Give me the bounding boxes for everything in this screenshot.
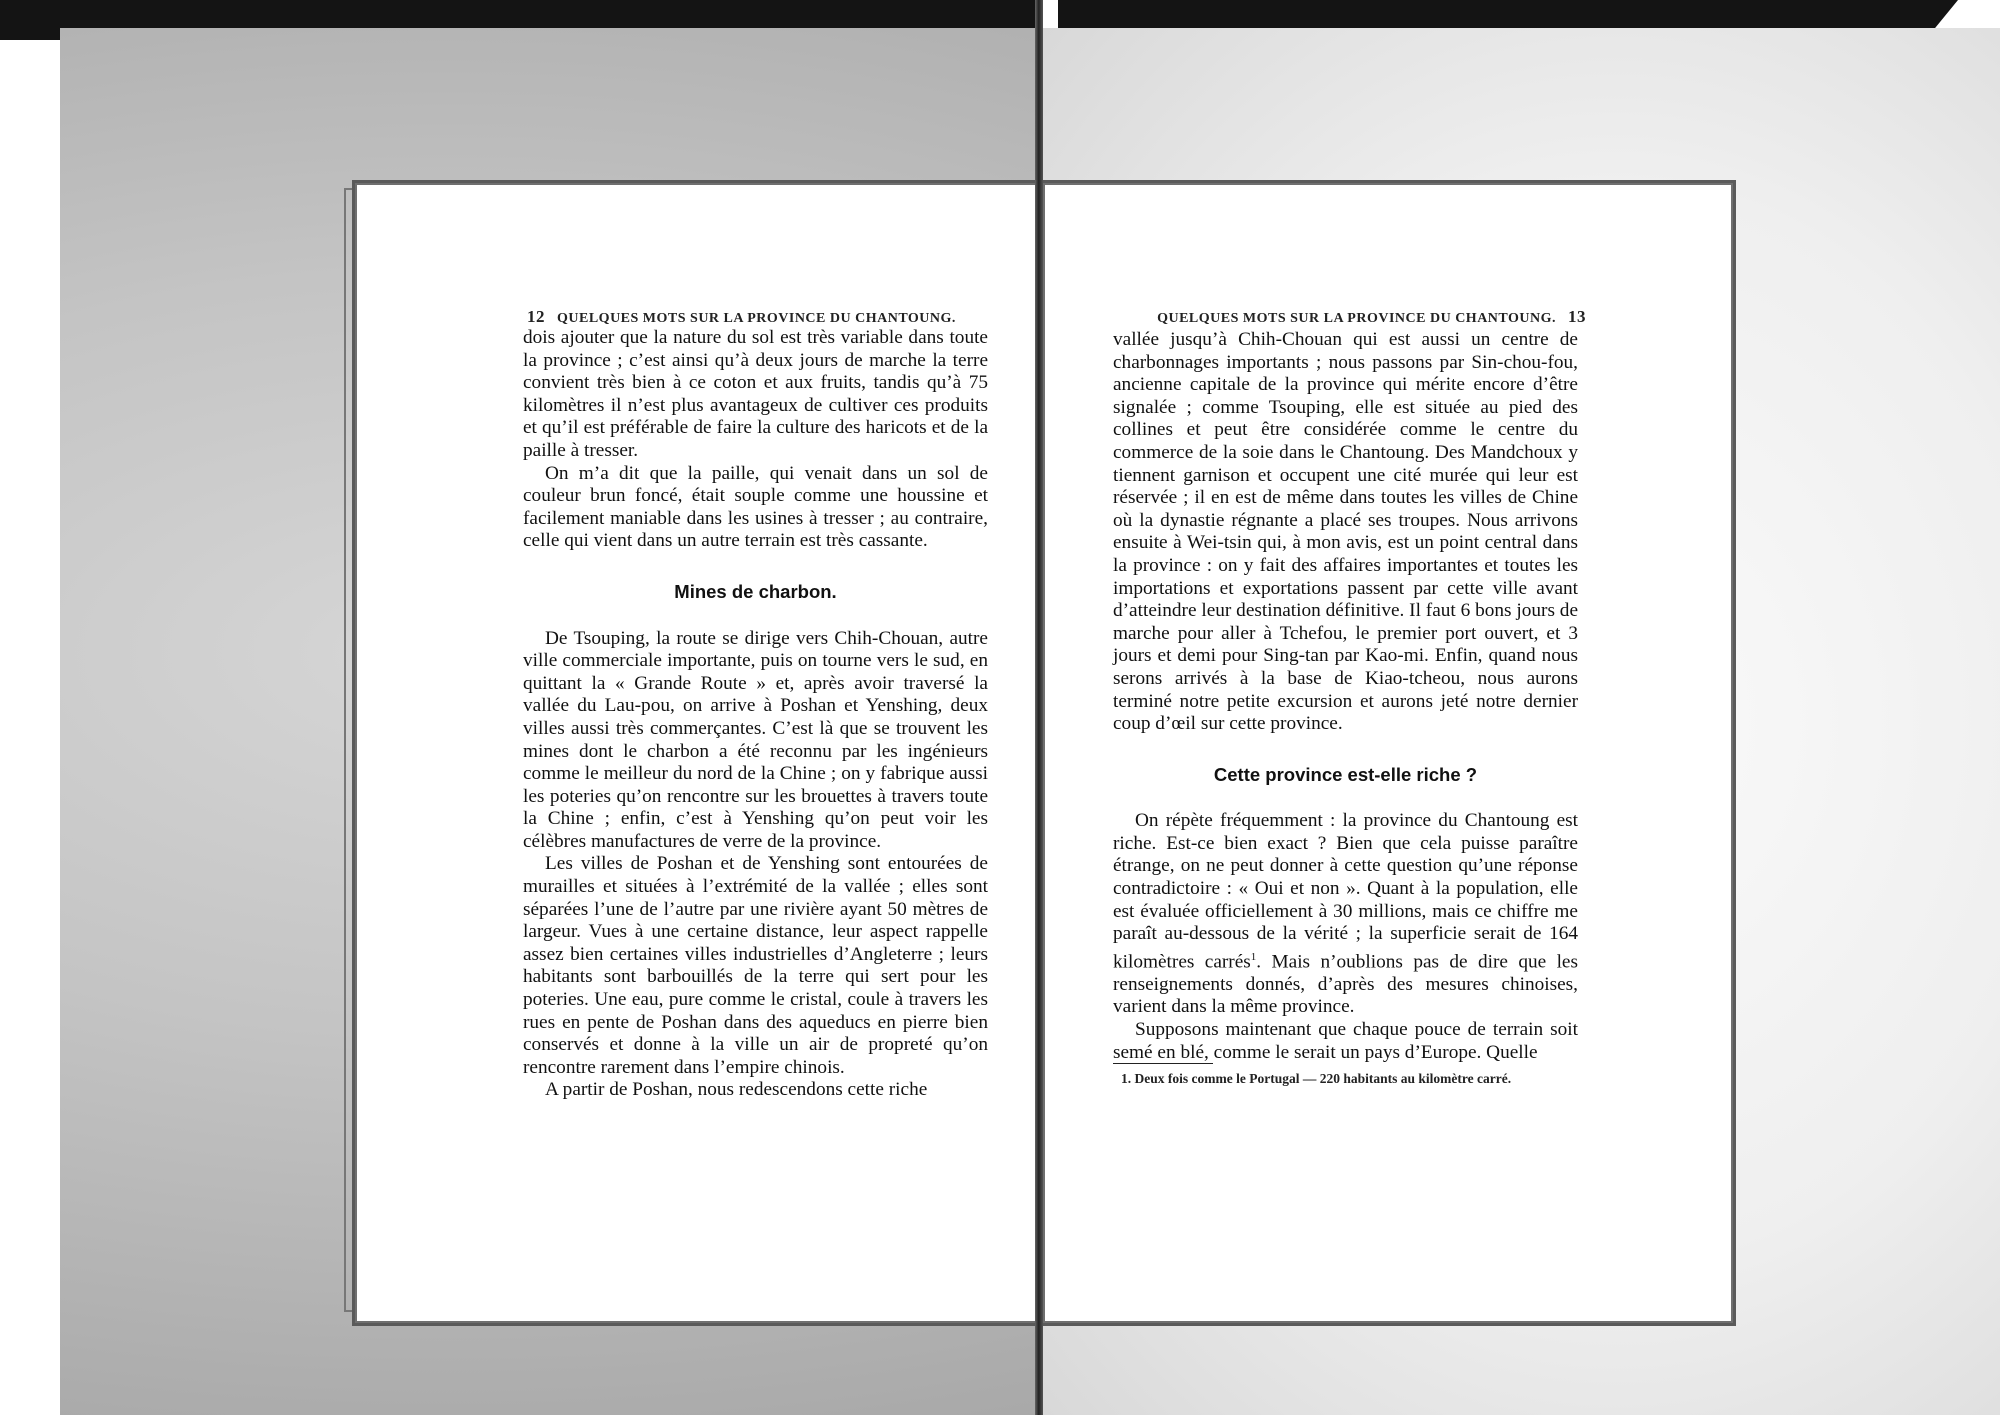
paragraph: vallée jusqu’à Chih-Chouan qui est aussi un centre de charbonnages importants ; nous passons par Sin-chou-fou, ancienne capitale de la province qui mérite encore d’être signalée ; comme Tsouping, elle est située au pied des collines et peut être considérée comme le centre du commerce de la soie dans le Chantoung. Des Mandchoux y tiennent garnison et occupent une cité murée qui leur est réservée ; il en est de même dans toutes les villes de Chine où la dynastie régnante a placé ses troupes. Nous arrivons ensuite à Wei-tsin qui, à mon avis, est un point central dans la province : on y fait des affaires importantes et toutes les importations et exportations passent par cette ville avant d’atteindre leur destination définitive. Il faut 6 bons jours de marche pour aller à Tchefou, le premier port ouvert, et 3 jours et demi pour Sing-tan par Kao-mi. Enfin, quand nous serons arrivés à la base de Kiao-tcheou, nous aurons terminé notre petite excursion et aurons jeté notre dernier coup d’œil sur cette province. [1113,329,1578,735]
footnote-marker: 1 [1250,950,1257,963]
left-body-text [523,327,988,1102]
paragraph: On m’a dit que la paille, qui venait dans un sol de couleur brun foncé, était souple comme une houssine et facilement maniable dans les usines à tresser ; au contraire, celle qui vient dans un autre terrain est très cassante. [523,462,988,552]
paragraph-text: On répète fréquemment : la province du Chantoung est riche. Est-ce bien exact ? Bien que cela puisse paraître étrange, on ne peut donner à cette question qu’une réponse contradictoire : « Oui et non ». Quant à la population, elle est évaluée officiellement à 30 millions, mais ce chiffre me paraît au-dessous de la vérité ; la superficie serait de 164 kilomètres carrés [1113,810,1578,973]
left-running-head [527,307,956,327]
footnote-rule [1113,1063,1213,1064]
right-running-title: QUELQUES MOTS SUR LA PROVINCE DU CHANTOUNG. [1157,311,1556,326]
right-page [1043,180,1736,1326]
section-title-mines: Mines de charbon. [674,580,837,602]
open-book [352,170,1742,1330]
paragraph: A partir de Poshan, nous redescendons cette riche [545,1079,928,1101]
section-title-riche: Cette province est-elle riche ? [1213,763,1478,785]
right-page-number: 13 [1568,307,1586,326]
paragraph-text: . Mais n’oublions pas de dire que les renseignements donnés, d’après des mesures chinoises, varient dans la même province. [1113,951,1578,1018]
paragraph: Supposons maintenant que chaque pouce de terrain soit semé en blé, comme le serait un pays d’Europe. Quelle [1113,1019,1578,1063]
footnote: 1. Deux fois comme le Portugal — 220 habitants au kilomètre carré. [1121,1071,1512,1086]
paragraph: Les villes de Poshan et de Yenshing sont entourées de murailles et situées à l’extrémité de la vallée ; elles sont séparées l’une de l’autre par une rivière ayant 50 mètres de largeur. Vues à une certaine distance, leur aspect rappelle assez bien certaines villes industrielles d’Angleterre ; leurs habitants sont barbouillés de la terre qui sert pour les poteries. Une eau, pure comme le cristal, coule à travers les rues en pente de Poshan dans des aqueducs en pierre bien conservés et donne à la ville un air de propreté qu’on rencontre rarement dans l’empire chinois. [523,853,988,1078]
right-running-head [1136,307,1586,327]
book-gutter [1035,0,1043,1415]
left-page-number: 12 [527,307,545,326]
paragraph: De Tsouping, la route se dirige vers Chih-Chouan, autre ville commerciale importante, puis on tourne vers le sud, en quittant la « Grande Route » et, après avoir traversé la vallée du Lau-pou, on arrive à Poshan et Yenshing, deux villes aussi très commerçantes. C’est là que se trouvent les mines dont le charbon a été reconnu par les ingénieurs comme le meilleur du nord de la Chine ; on y fabrique aussi les poteries qu’on rencontre sur les brouettes à travers toute la Chine ; enfin, c’est à Yenshing qu’on peut voir les célèbres manufactures de verre de la province. [523,627,988,852]
left-page [352,180,1038,1326]
paragraph: dois ajouter que la nature du sol est très variable dans toute la province ; c’est ainsi qu’à deux jours de marche la terre convient très bien à ce coton et aux fruits, tandis qu’à 75 kilomètres il n’est plus avantageux de cultiver ces produits et qu’il est préférable de faire la culture des haricots et de la paille à tresser. [523,327,988,461]
paragraph [1113,810,1578,1019]
left-running-title: QUELQUES MOTS SUR LA PROVINCE DU CHANTOUNG. [557,311,956,326]
right-body-text [1113,329,1578,1064]
